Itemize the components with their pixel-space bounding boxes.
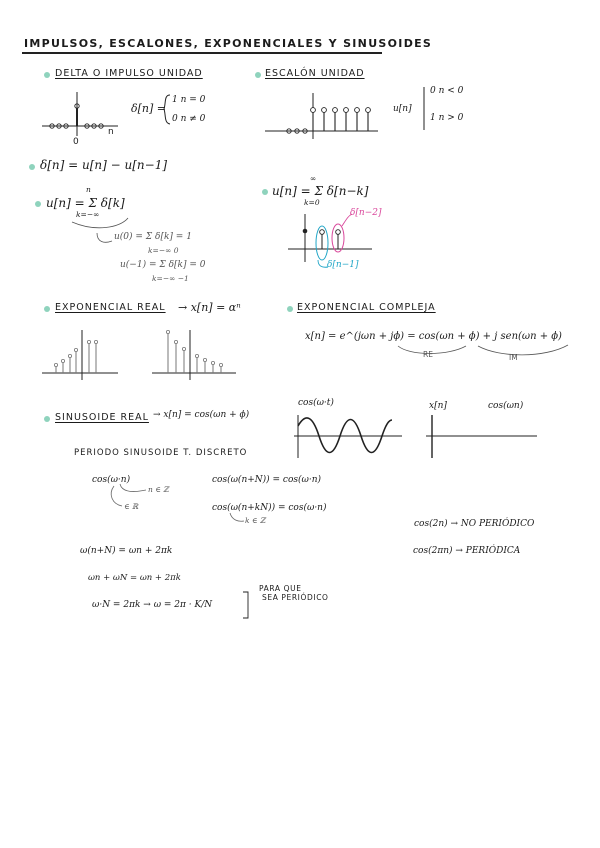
u-zero-eval: u(0) = Σ δ[k] = 1 — [114, 232, 192, 242]
sinusoid-formula: → x[n] = cos(ωn + ϕ) — [153, 410, 250, 420]
delta-heading: DELTA O IMPULSO UNIDAD — [55, 68, 203, 79]
cos-2pin-periodic: cos(2πn) → PERIÓDICA — [413, 546, 521, 556]
disc-x-label: x[n] — [429, 401, 447, 411]
delta-axis-n: n — [108, 127, 114, 137]
label-delta-n-1: δ[n−1] — [327, 260, 359, 270]
cont-cos-label: cos(ω·t) — [298, 398, 334, 408]
delta-case-1: 1 n = 0 — [172, 95, 206, 105]
step-heading: ESCALÓN UNIDAD — [265, 68, 365, 79]
exp-complex-heading: EXPONENCIAL COMPLEJA — [297, 302, 436, 313]
step-case-2: 1 n > 0 — [430, 113, 464, 123]
periodo-heading: PERIODO SINUSOIDE T. DISCRETO — [74, 448, 248, 458]
page-title: IMPULSOS, ESCALONES, EXPONENCIALES Y SINUSOIDES — [24, 37, 433, 50]
delta-case-2: 0 n ≠ 0 — [172, 114, 206, 124]
period-eq-1: cos(ω(n+N)) = cos(ω·n) — [212, 475, 322, 485]
u-minus-one-limits: k=−∞ −1 — [152, 274, 189, 283]
step-case-1: 0 n < 0 — [430, 86, 464, 96]
u-minus-one-eval: u(−1) = Σ δ[k] = 0 — [120, 260, 206, 270]
period-eq-5: ω·N = 2πk → ω = 2π · K/N — [92, 600, 213, 610]
delta-def-lhs: δ[n] = — [131, 102, 167, 115]
cos-wn: cos(ω·n) — [92, 475, 131, 485]
u-sum2-bottom: k=0 — [304, 198, 320, 207]
label-im: IM — [509, 353, 518, 362]
sinusoid-heading: SINUSOIDE REAL — [55, 412, 149, 423]
period-eq-2: cos(ω(n+kN)) = cos(ω·n) — [212, 503, 327, 513]
note-line-1: PARA QUE — [259, 584, 302, 593]
step-def-lhs: u[n] — [393, 104, 412, 114]
period-eq-4: ωn + ωN = ωn + 2πk — [88, 573, 181, 583]
exp-complex-formula: x[n] = e^(jωn + jϕ) = cos(ωn + ϕ) + j sen(ωn + ϕ) — [305, 331, 562, 342]
u-zero-limits: k=−∞ 0 — [148, 246, 179, 255]
label-re: RE — [423, 350, 433, 359]
w-in-r: ∈ ℝ — [124, 502, 139, 511]
u-sum-top: n — [86, 185, 91, 194]
note-line-2: SEA PERIÓDICO — [262, 593, 329, 602]
disc-cos-label: cos(ωn) — [488, 401, 524, 411]
cos-2n-nonperiodic: cos(2n) → NO PERIÓDICO — [414, 519, 535, 529]
delta-axis-zero: 0 — [73, 137, 79, 147]
u-sum-shifted: u[n] = Σ δ[n−k] — [272, 184, 369, 198]
exp-real-heading: EXPONENCIAL REAL — [55, 302, 166, 313]
label-delta-n-2: δ[n−2] — [350, 208, 382, 218]
u-sum2-top: ∞ — [310, 174, 317, 183]
exp-real-formula: → x[n] = αⁿ — [178, 301, 241, 314]
delta-difference: δ[n] = u[n] − u[n−1] — [40, 158, 168, 172]
u-sum-bottom: k=−∞ — [76, 210, 100, 219]
k-in-z: k ∈ ℤ — [245, 516, 266, 525]
u-sum: u[n] = Σ δ[k] — [46, 196, 125, 210]
n-in-z: n ∈ ℤ — [148, 485, 169, 494]
period-eq-3: ω(n+N) = ωn + 2πk — [80, 546, 173, 556]
